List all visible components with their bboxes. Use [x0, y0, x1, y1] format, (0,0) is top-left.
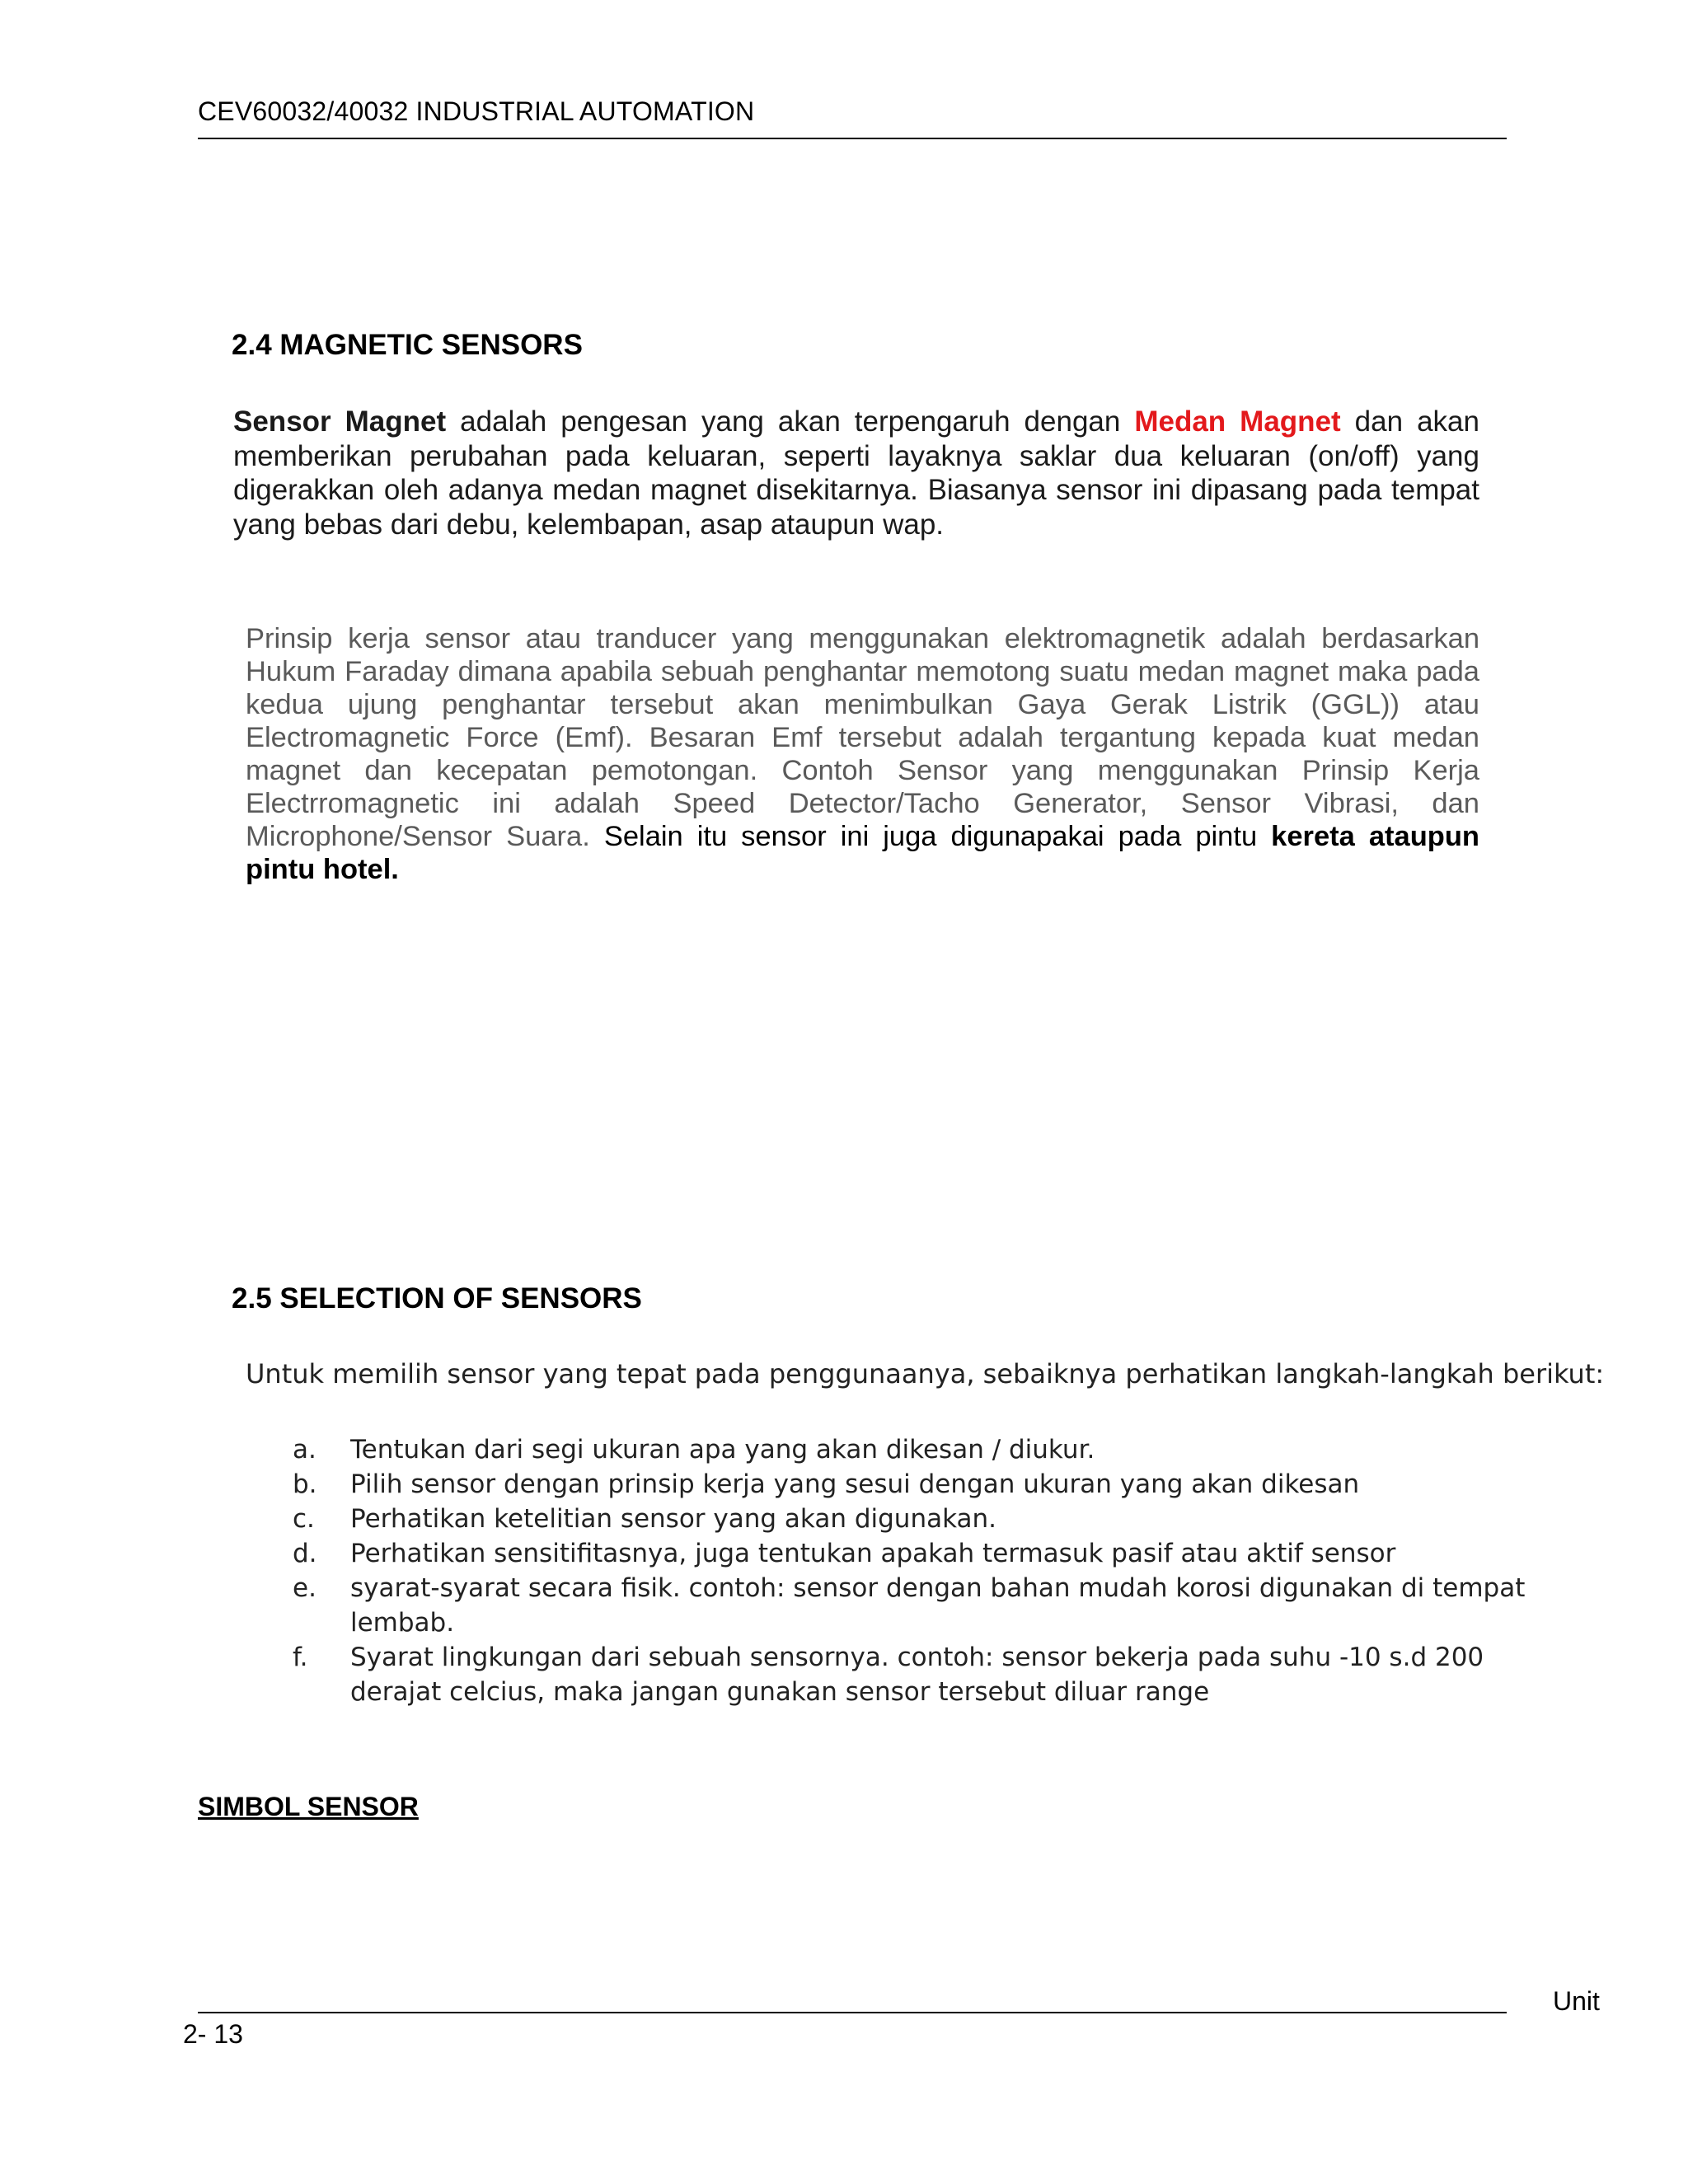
section-heading-magnetic-sensors: 2.4 MAGNETIC SENSORS: [232, 329, 583, 361]
term-medan-magnet: Medan Magnet: [1134, 405, 1341, 438]
footer-divider: [198, 2012, 1507, 2013]
section-heading-simbol-sensor: SIMBOL SENSOR: [198, 1792, 419, 1821]
paragraph-sensor-magnet: [233, 405, 1479, 541]
section-heading-selection-of-sensors: 2.5 SELECTION OF SENSORS: [232, 1282, 642, 1315]
list-marker: f.: [293, 1643, 308, 1672]
paragraph-selection-intro: Untuk memilih sensor yang tepat pada penggunaanya, sebaiknya perhatikan langkah-langkah berikut:: [246, 1358, 1605, 1390]
list-item: [293, 1640, 1578, 1709]
paragraph-prinsip-kerja: [246, 622, 1479, 886]
list-item: [293, 1467, 1578, 1502]
page-header-title: CEV60032/40032 INDUSTRIAL AUTOMATION: [198, 96, 755, 126]
list-item: [293, 1571, 1578, 1640]
list-text: syarat-syarat secara fisik. contoh: sensor dengan bahan mudah korosi digunakan di tempat lembab.: [350, 1573, 1526, 1638]
selection-steps-list: [293, 1432, 1578, 1709]
page-number: 2- 13: [183, 2019, 243, 2049]
list-marker: d.: [293, 1539, 317, 1568]
list-marker: c.: [293, 1504, 315, 1534]
list-item: [293, 1432, 1578, 1467]
footer-unit-label: Unit: [1553, 1986, 1600, 2016]
p2-text-bold: kereta ataupun pintu hotel.: [246, 821, 1479, 885]
p1-text-a: adalah pengesan yang akan terpengaruh dengan: [446, 405, 1135, 438]
list-text: Pilih sensor dengan prinsip kerja yang sesui dengan ukuran yang akan dikesan: [350, 1469, 1360, 1499]
list-item: [293, 1502, 1578, 1536]
list-marker: e.: [293, 1573, 316, 1603]
p2-text-dark: Selain itu sensor ini juga digunapakai pada pintu: [589, 821, 1272, 852]
p1-text-b: dan akan memberikan perubahan pada keluaran, seperti layaknya saklar dua keluaran (on/off) yang digerakkan oleh adanya medan magnet disekitarnya. Biasanya sensor ini dipasang pada tempat yang bebas dari debu, kelembapan, asap ataupun wap.: [233, 405, 1479, 541]
term-sensor-magnet: Sensor Magnet: [233, 405, 447, 438]
list-text: Perhatikan sensitifitasnya, juga tentukan apakah termasuk pasif atau aktif sensor: [350, 1539, 1396, 1568]
list-item: [293, 1536, 1578, 1571]
list-text: Tentukan dari segi ukuran apa yang akan dikesan / diukur.: [350, 1435, 1095, 1465]
list-text: Perhatikan ketelitian sensor yang akan digunakan.: [350, 1504, 996, 1534]
list-marker: a.: [293, 1435, 316, 1465]
list-marker: b.: [293, 1469, 317, 1499]
list-text: Syarat lingkungan dari sebuah sensornya. contoh: sensor bekerja pada suhu -10 s.d 200 derajat celcius, maka jangan gunakan sensor tersebut diluar range: [350, 1643, 1484, 1707]
p2-text-grey: Prinsip kerja sensor atau tranducer yang menggunakan elektromagnetik adalah berdasarkan Hukum Faraday dimana apabila sebuah penghantar memotong suatu medan magnet maka pada kedua ujung penghantar tersebut akan menimbulkan Gaya Gerak Listrik (GGL)) atau Electromagnetic Force (Emf). Besaran Emf tersebut adalah tergantung kepada kuat medan magnet dan kecepatan pemotongan. Contoh Sensor yang menggunakan Prinsip Kerja Electrromagnetic ini adalah Speed Detector/Tacho Generator, Sensor Vibrasi, dan Microphone/Sensor Suara.: [246, 623, 1479, 852]
header-divider: [198, 138, 1507, 139]
